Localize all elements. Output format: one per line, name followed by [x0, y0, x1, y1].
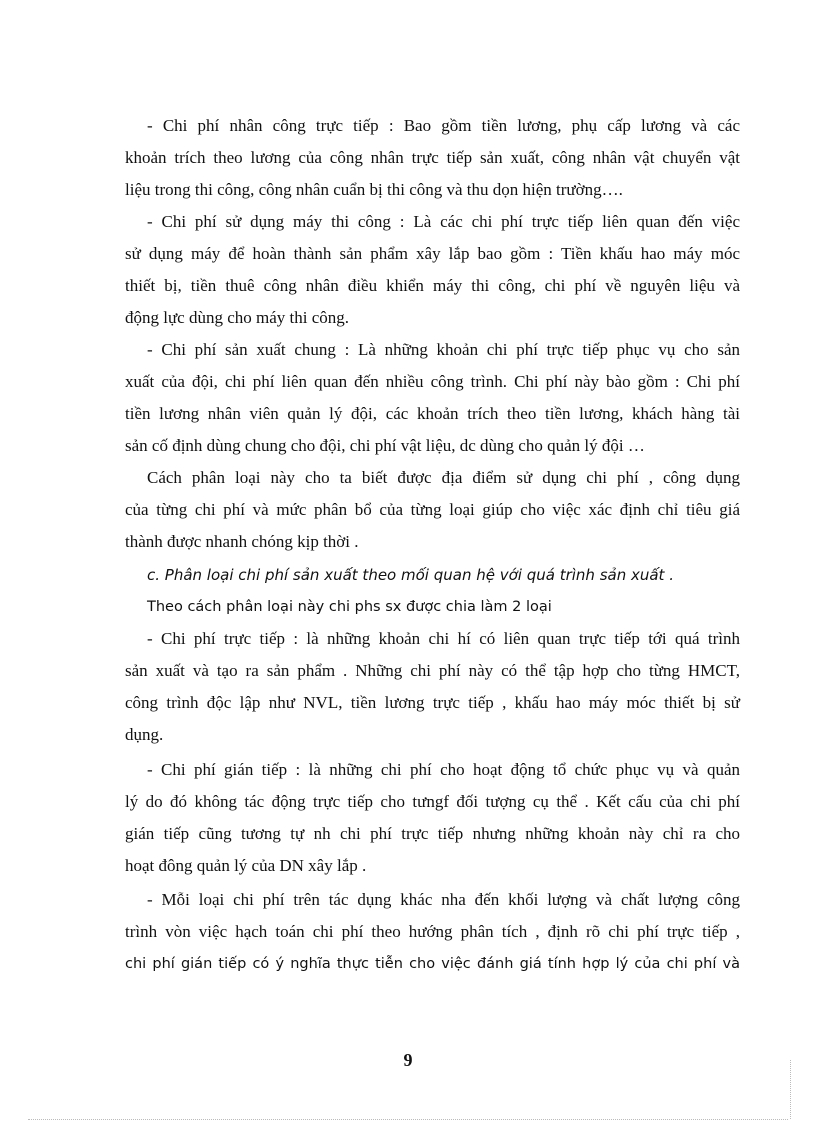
text-line: xuất của đội, chi phí liên quan đến nhiều công trình. Chi phí này bào gồm : Chi phí	[125, 372, 740, 391]
section-heading: c. Phân loại chi phí sản xuất theo mối quan hệ với quá trình sản xuất .	[147, 566, 674, 584]
text-line: - Chi phí nhân công trực tiếp : Bao gồm tiền lương, phụ cấp lương và các	[147, 116, 740, 135]
text-line: Theo cách phân loại này chi phs sx được chia làm 2 loại	[147, 599, 552, 615]
text-line: - Chi phí sử dụng máy thi công : Là các chi phí trực tiếp liên quan đến việc	[147, 212, 740, 231]
text-line: hoạt đông quản lý của DN xây lắp .	[125, 856, 367, 875]
text-line: dụng.	[125, 725, 164, 744]
text-line: khoản trích theo lương của công nhân trực tiếp sản xuất, công nhân vật chuyển vật	[125, 148, 740, 167]
text-line: - Chi phí sản xuất chung : Là những khoản chi phí trực tiếp phục vụ cho sản	[147, 340, 740, 359]
text-line: - Chi phí trực tiếp : là những khoản chi hí có liên quan trực tiếp tới quá trình	[147, 629, 740, 648]
page-border-right	[790, 1060, 791, 1119]
text-line: sử dụng máy để hoàn thành sản phẩm xây lắp bao gồm : Tiền khấu hao máy móc	[125, 244, 740, 263]
text-line: sản xuất và tạo ra sản phẩm . Những chi phí này có thể tập hợp cho từng HMCT,	[125, 661, 740, 680]
text-line: của từng chi phí và mức phân bổ của từng loại giúp cho việc xác định chỉ tiêu giá	[125, 500, 740, 519]
text-line: gián tiếp cũng tương tự nh chi phí trực tiếp nhưng những khoản này chỉ ra cho	[125, 824, 740, 843]
text-line: động lực dùng cho máy thi công.	[125, 308, 350, 327]
text-line: trình vòn việc hạch toán chi phí theo hướng phân tích , định rõ chi phí trực tiếp ,	[125, 922, 740, 941]
text-line: công trình độc lập như NVL, tiền lương trực tiếp , khấu hao máy móc thiết bị sử	[125, 693, 740, 712]
text-line: liệu trong thi công, công nhân cuẩn bị thi công và thu dọn hiện trường….	[125, 180, 623, 199]
text-line: tiền lương nhân viên quản lý đội, các khoản trích theo tiền lương, khách hàng tài	[125, 404, 740, 423]
text-line: chi phí gián tiếp có ý nghĩa thực tiễn cho việc đánh giá tính hợp lý của chi phí và	[125, 956, 740, 972]
text-line: thành được nhanh chóng kịp thời .	[125, 532, 359, 551]
page-number: 9	[403, 1050, 413, 1070]
text-line: - Chi phí gián tiếp : là những chi phí cho hoạt động tổ chức phục vụ và quản	[147, 760, 740, 779]
text-line: lý do đó không tác động trực tiếp cho tưngf đối tượng cụ thể . Kết cấu của chi phí	[125, 792, 740, 811]
text-line: - Mỗi loại chi phí trên tác dụng khác nha đến khối lượng và chất lượng công	[147, 890, 740, 909]
text-line: thiết bị, tiền thuê công nhân điều khiển máy thi công, chi phí về nguyên liệu và	[125, 276, 740, 295]
page-border-bottom	[28, 1119, 788, 1120]
text-line: Cách phân loại này cho ta biết được địa điểm sử dụng chi phí , công dụng	[147, 468, 740, 487]
text-line: sản cố định dùng chung cho đội, chi phí vật liệu, dc dùng cho quản lý đội …	[125, 436, 645, 455]
